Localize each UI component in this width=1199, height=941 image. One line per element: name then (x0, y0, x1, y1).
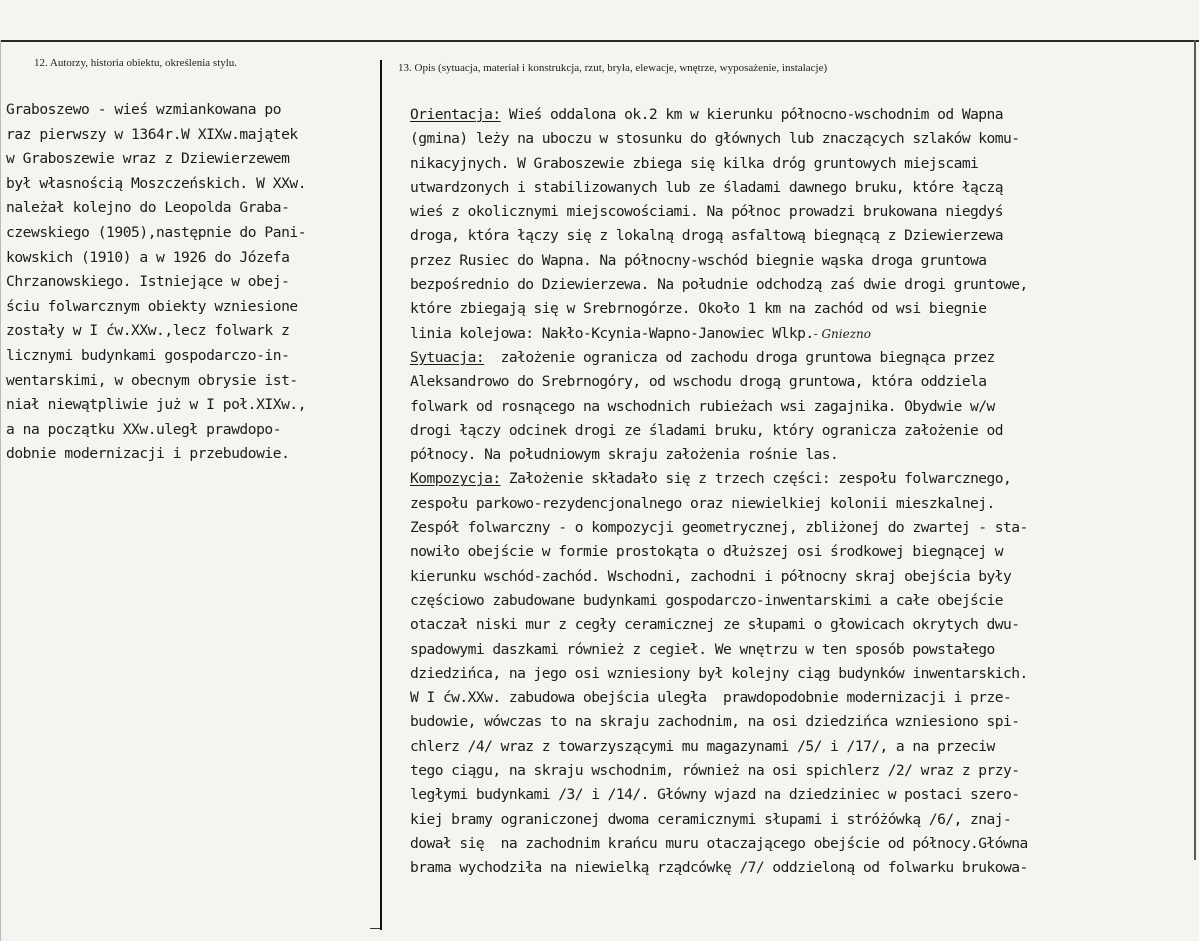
text-line: licznymi budynkami gospodarczo-in- (6, 346, 290, 364)
history-text-column (6, 98, 378, 467)
text-line: kowskich (1910) a w 1926 do Józefa (6, 248, 290, 266)
text-line (410, 103, 1195, 127)
text-line: drogi łączy odcinek drogi ze śladami bruku, który ogranicza założenie od (410, 421, 1004, 439)
text-line: otaczał niski mur z cegły ceramicznej ze słupami o głowicach okrytych dwu- (410, 616, 1020, 634)
text-line: bezpośrednio do Dziewierzewa. Na południe odchodzą zaś dwie drogi gruntowe, (410, 276, 1028, 294)
text-line: tego ciągu, na skraju wschodnim, również na osi spichlerz /2/ wraz z przy- (410, 762, 1020, 780)
text-line: wieś z okolicznymi miejscowościami. Na północ prowadzi brukowana niegdyś (410, 203, 1004, 221)
text-line: droga, która łączy się z lokalną drogą asfaltową biegnącą z Dziewierzewa (410, 227, 1004, 245)
text-span: Wieś oddalona ok.2 km w kierunku północno-wschodnim od Wapna (500, 106, 1004, 123)
text-line: a na początku XXw.uległ prawdopo- (6, 420, 282, 438)
text-span: Założenie składało się z trzech części: zespołu folwarcznego, (500, 470, 1012, 488)
text-line: kiej bramy ograniczonej dwoma ceramicznymi słupami i stróżówką /6/, znaj- (410, 810, 1012, 828)
column-divider (380, 60, 382, 930)
text-line: (gmina) leży na uboczu w stosunku do głównych lub znaczących szlaków komu- (410, 130, 1020, 148)
text-span: linia kolejowa: Nakło-Kcynia-Wapno-Janowiec Wlkp. (410, 324, 814, 342)
text-line: zostały w I ćw.XXw.,lecz folwark z (6, 322, 290, 340)
text-line (410, 346, 1195, 370)
top-rule (0, 40, 1199, 42)
text-line: w Graboszewie wraz z Dziewierzewem (6, 150, 290, 168)
text-line: kierunku wschód-zachód. Wschodni, zachodni i północny skraj obejścia były (410, 567, 1012, 585)
text-line: niał niewątpliwie już w I poł.XIXw., (6, 396, 307, 414)
text-line (410, 322, 1195, 346)
text-line (410, 467, 1195, 491)
handwritten-annotation: - Gniezno (813, 326, 871, 341)
text-line: wentarskimi, w obecnym obrysie ist- (6, 371, 298, 389)
text-line: zespołu parkowo-rezydencjonalnego oraz niewielkiej kolonii mieszkalnej. (410, 494, 995, 512)
text-line: był własnością Moszczeńskich. W XXw. (6, 174, 307, 192)
text-line: Chrzanowskiego. Istniejące w obej- (6, 273, 290, 291)
text-line: dował się na zachodnim krańcu muru otaczającego obejście od północy.Główna (410, 834, 1028, 852)
text-line: Graboszewo - wieś wzmiankowana po (6, 101, 282, 118)
text-line: Zespół folwarczny - o kompozycji geometrycznej, zbliżonej do zwartej - sta- (410, 519, 1028, 537)
text-line: dziedzińca, na jego osi wzniesiony był kolejny ciąg budynków inwentarskich. (410, 664, 1028, 682)
left-margin-rule (0, 40, 1, 941)
text-span: założenie ogranicza od zachodu droga gruntowa biegnąca przez (484, 348, 995, 366)
sytuacja-heading: Sytuacja: (410, 348, 485, 366)
section-13-header: 13. Opis (sytuacja, materiał i konstrukcja, rzut, bryła, elewacje, wnętrze, wyposażenie, instalacje) (398, 62, 828, 74)
text-line: ległymi budynkami /3/ i /14/. Główny wjazd na dziedziniec w postaci szero- (410, 786, 1020, 804)
text-line: czewskiego (1905),następnie do Pani- (6, 223, 307, 241)
text-line: północy. Na południowym skraju założenia rośnie las. (410, 446, 839, 464)
kompozycja-heading: Kompozycja: (410, 470, 501, 488)
text-line: dobnie modernizacji i przebudowie. (6, 445, 290, 463)
bottom-mark (370, 928, 380, 929)
text-line: które zbiegają się w Srebrnogórze. Około 1 km na zachód od wsi biegnie (410, 300, 987, 318)
text-line: W I ćw.XXw. zabudowa obejścia uległa prawdopodobnie modernizacji i prze- (410, 689, 1012, 707)
text-line: raz pierwszy w 1364r.W XIXw.majątek (6, 125, 298, 143)
text-line: częściowo zabudowane budynkami gospodarczo-inwentarskimi a całe obejście (410, 591, 1004, 609)
text-line: należał kolejno do Leopolda Graba- (6, 199, 290, 217)
section-12-header: 12. Autorzy, historia obiektu, określenia stylu. (34, 57, 238, 69)
orientacja-heading: Orientacja: (410, 106, 501, 123)
description-text-column (410, 103, 1195, 881)
text-line: nikacyjnych. W Graboszewie zbiega się kilka dróg gruntowych miejscami (410, 154, 979, 172)
text-line: spadowymi daszkami również z cegieł. We wnętrzu w ten sposób powstałego (410, 640, 995, 658)
text-line: chlerz /4/ wraz z towarzyszącymi mu magazynami /5/ i /17/, a na przeciw (410, 737, 995, 755)
text-line: budowie, wówczas to na skraju zachodnim, na osi dziedzińca wzniesiono spi- (410, 713, 1020, 731)
text-line: utwardzonych i stabilizowanych lub ze śladami dawnego bruku, które łączą (410, 178, 1004, 196)
text-line: brama wychodziła na niewielką rządcówkę /7/ oddzieloną od folwarku brukowa- (410, 859, 1028, 877)
text-line: ściu folwarcznym obiekty wzniesione (6, 297, 298, 315)
text-line: nowiło obejście w formie prostokąta o dłuższej osi środkowej biegnącej w (410, 543, 1004, 561)
text-line: przez Rusiec do Wapna. Na północny-wschód biegnie wąska droga gruntowa (410, 251, 987, 269)
text-line: Aleksandrowo do Srebrnogóry, od wschodu drogą gruntowa, która oddziela (410, 373, 987, 391)
text-line: folwark od rosnącego na wschodnich rubieżach wsi zagajnika. Obydwie w/w (410, 397, 995, 415)
